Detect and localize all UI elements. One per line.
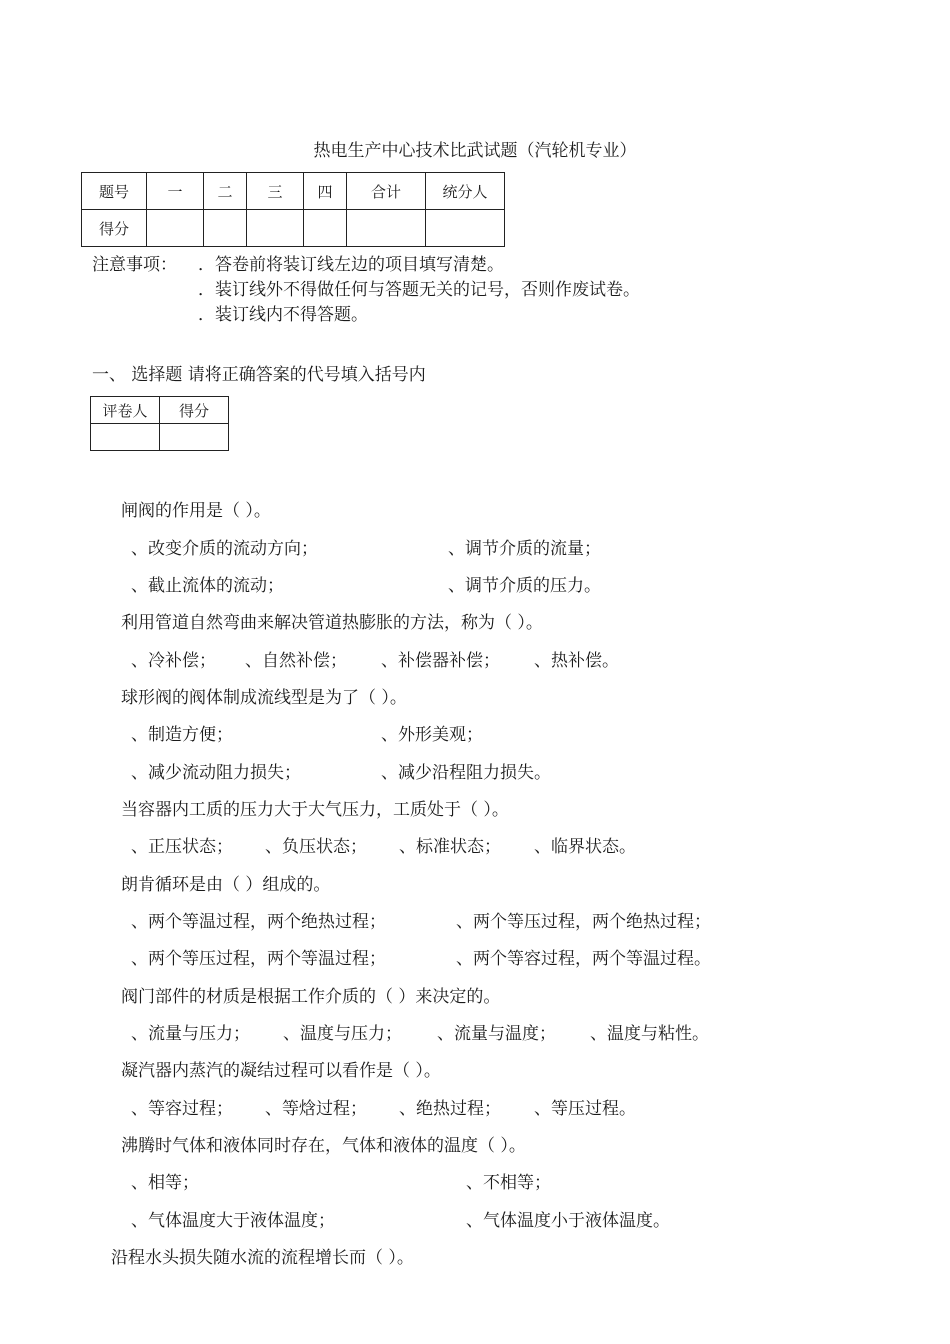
question-option: 、减少沿程阻力损失。 bbox=[381, 763, 551, 783]
note-item: ．装订线内不得答题。 bbox=[198, 305, 368, 325]
question-option: 、外形美观； bbox=[381, 725, 483, 745]
question-stem: 球形阀的阀体制成流线型是为了（ ）。 bbox=[121, 688, 407, 708]
grader-cell[interactable] bbox=[160, 424, 229, 451]
note-item: ．装订线外不得做任何与答题无关的记号，否则作废试卷。 bbox=[198, 280, 640, 300]
question-option: 、改变介质的流动方向； bbox=[131, 539, 318, 559]
question-stem: 阀门部件的材质是根据工作介质的（ ）来决定的。 bbox=[121, 987, 501, 1007]
question-option: 、正压状态； bbox=[131, 837, 233, 857]
question-option: 、两个等温过程，两个绝热过程； bbox=[131, 912, 386, 932]
score-header-cell: 题号 bbox=[82, 173, 147, 210]
score-header-cell: 统分人 bbox=[426, 173, 505, 210]
question-stem: 朗肯循环是由（ ）组成的。 bbox=[121, 875, 331, 895]
question-option: 、冷补偿； bbox=[131, 651, 216, 671]
question-option: 、温度与粘性。 bbox=[590, 1024, 709, 1044]
question-stem: 凝汽器内蒸汽的凝结过程可以看作是（ ）。 bbox=[121, 1061, 441, 1081]
score-table bbox=[81, 172, 505, 247]
grader-header-cell: 得分 bbox=[160, 397, 229, 424]
question-option: 、等焓过程； bbox=[265, 1099, 367, 1119]
question-option: 、等压过程。 bbox=[534, 1099, 636, 1119]
grader-cell[interactable] bbox=[91, 424, 160, 451]
score-header-cell: 一 bbox=[147, 173, 204, 210]
question-option: 、临界状态。 bbox=[534, 837, 636, 857]
question-stem: 闸阀的作用是（ ）。 bbox=[121, 501, 271, 521]
grader-table-header-row bbox=[91, 397, 229, 424]
question-stem: 利用管道自然弯曲来解决管道热膨胀的方法，称为（ ）。 bbox=[121, 613, 543, 633]
score-cell[interactable] bbox=[147, 210, 204, 247]
question-option: 、调节介质的流量； bbox=[448, 539, 601, 559]
grader-table-value-row bbox=[91, 424, 229, 451]
question-stem: 沸腾时气体和液体同时存在，气体和液体的温度（ ）。 bbox=[121, 1136, 526, 1156]
question-stem: 沿程水头损失随水流的流程增长而（ ）。 bbox=[111, 1248, 414, 1268]
question-option: 、等容过程； bbox=[131, 1099, 233, 1119]
question-option: 、减少流动阻力损失； bbox=[131, 763, 301, 783]
page-title: 热电生产中心技术比武试题（汽轮机专业） bbox=[313, 141, 637, 161]
question-option: 、自然补偿； bbox=[245, 651, 347, 671]
question-option: 、两个等压过程，两个等温过程； bbox=[131, 949, 386, 969]
score-header-cell: 四 bbox=[304, 173, 347, 210]
question-option: 、不相等； bbox=[466, 1173, 551, 1193]
question-option: 、热补偿。 bbox=[534, 651, 619, 671]
question-option: 、相等； bbox=[131, 1173, 199, 1193]
question-option: 、气体温度小于液体温度。 bbox=[466, 1211, 670, 1231]
question-option: 、绝热过程； bbox=[399, 1099, 501, 1119]
note-item: ．答卷前将装订线左边的项目填写清楚。 bbox=[198, 255, 504, 275]
section-title: 一、 选择题 请将正确答案的代号填入括号内 bbox=[92, 365, 426, 385]
score-cell[interactable] bbox=[204, 210, 247, 247]
score-row-label: 得分 bbox=[82, 210, 147, 247]
score-header-cell: 合计 bbox=[347, 173, 426, 210]
score-header-cell: 三 bbox=[247, 173, 304, 210]
question-option: 、补偿器补偿； bbox=[381, 651, 500, 671]
question-option: 、两个等压过程，两个绝热过程； bbox=[456, 912, 711, 932]
question-option: 、制造方便； bbox=[131, 725, 233, 745]
question-option: 、流量与压力； bbox=[131, 1024, 250, 1044]
score-header-cell: 二 bbox=[204, 173, 247, 210]
score-cell[interactable] bbox=[426, 210, 505, 247]
question-stem: 当容器内工质的压力大于大气压力，工质处于（ ）。 bbox=[121, 800, 509, 820]
score-table-header-row bbox=[82, 173, 505, 210]
question-option: 、截止流体的流动； bbox=[131, 576, 284, 596]
score-cell[interactable] bbox=[304, 210, 347, 247]
notes-label: 注意事项： bbox=[92, 255, 177, 275]
score-cell[interactable] bbox=[247, 210, 304, 247]
question-option: 、流量与温度； bbox=[437, 1024, 556, 1044]
question-option: 、标准状态； bbox=[399, 837, 501, 857]
question-option: 、温度与压力； bbox=[283, 1024, 402, 1044]
grader-header-cell: 评卷人 bbox=[91, 397, 160, 424]
grader-table bbox=[90, 396, 229, 451]
question-option: 、负压状态； bbox=[265, 837, 367, 857]
question-option: 、两个等容过程，两个等温过程。 bbox=[456, 949, 711, 969]
question-option: 、调节介质的压力。 bbox=[448, 576, 601, 596]
score-table-score-row bbox=[82, 210, 505, 247]
score-cell[interactable] bbox=[347, 210, 426, 247]
question-option: 、气体温度大于液体温度； bbox=[131, 1211, 335, 1231]
